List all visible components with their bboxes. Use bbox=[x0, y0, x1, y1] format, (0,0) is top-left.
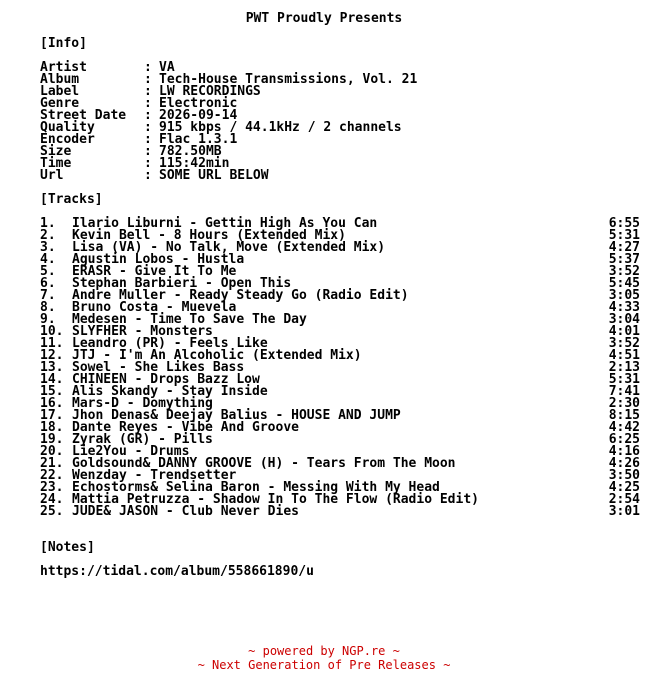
track-duration: 2:13 bbox=[608, 360, 640, 375]
track-number: 24. bbox=[40, 492, 64, 507]
info-value: Electronic bbox=[159, 96, 238, 111]
tracks-section-heading: [Tracks] bbox=[40, 192, 103, 207]
info-row-label bbox=[40, 84, 600, 99]
track-list bbox=[40, 216, 640, 519]
info-separator: : bbox=[144, 96, 152, 111]
track-title: Lie2You - Drums bbox=[72, 444, 190, 459]
info-row-size bbox=[40, 144, 600, 159]
info-value: 782.50MB bbox=[159, 144, 222, 159]
track-title: Goldsound& DANNY GROOVE (H) - Tears From The Moon bbox=[72, 456, 456, 471]
track-row bbox=[40, 504, 640, 519]
track-number: 8. bbox=[40, 300, 56, 315]
info-key: Quality bbox=[40, 120, 95, 135]
info-separator: : bbox=[144, 108, 152, 123]
info-row-encoder bbox=[40, 132, 600, 147]
track-duration: 3:05 bbox=[608, 288, 640, 303]
info-key: Size bbox=[40, 144, 72, 159]
track-row bbox=[40, 288, 640, 303]
track-duration: 4:01 bbox=[608, 324, 640, 339]
track-row bbox=[40, 336, 640, 351]
track-row bbox=[40, 240, 640, 255]
info-separator: : bbox=[144, 60, 152, 75]
track-title: Sowel - She Likes Bass bbox=[72, 360, 245, 375]
track-row bbox=[40, 384, 640, 399]
track-duration: 4:42 bbox=[608, 420, 640, 435]
track-title: Bruno Costa - Muevela bbox=[72, 300, 237, 315]
footer-tagline: ~ Next Generation of Pre Releases ~ bbox=[197, 658, 451, 672]
track-number: 16. bbox=[40, 396, 64, 411]
info-value: 2026-09-14 bbox=[159, 108, 238, 123]
info-separator: : bbox=[144, 144, 152, 159]
track-duration: 6:25 bbox=[608, 432, 640, 447]
track-number: 1. bbox=[40, 216, 56, 231]
track-number: 14. bbox=[40, 372, 64, 387]
info-separator: : bbox=[144, 168, 152, 183]
track-title: Mars-D - Domything bbox=[72, 396, 213, 411]
track-row bbox=[40, 444, 640, 459]
info-row-genre bbox=[40, 96, 600, 111]
track-row bbox=[40, 252, 640, 267]
track-title: Medesen - Time To Save The Day bbox=[72, 312, 307, 327]
track-duration: 2:30 bbox=[608, 396, 640, 411]
info-value: SOME URL BELOW bbox=[159, 168, 269, 183]
track-row bbox=[40, 228, 640, 243]
track-title: Echostorms& Selina Baron - Messing With My Head bbox=[72, 480, 440, 495]
info-row-street-date bbox=[40, 108, 600, 123]
track-number: 19. bbox=[40, 432, 64, 447]
track-duration: 5:31 bbox=[608, 228, 640, 243]
track-number: 9. bbox=[40, 312, 56, 327]
track-number: 7. bbox=[40, 288, 56, 303]
track-title: Alis Skandy - Stay Inside bbox=[72, 384, 268, 399]
track-title: Leandro (PR) - Feels Like bbox=[72, 336, 268, 351]
info-separator: : bbox=[144, 84, 152, 99]
track-row bbox=[40, 276, 640, 291]
track-number: 11. bbox=[40, 336, 64, 351]
track-title: Mattia Petruzza - Shadow In To The Flow (Radio Edit) bbox=[72, 492, 479, 507]
info-key: Url bbox=[40, 168, 64, 183]
track-number: 22. bbox=[40, 468, 64, 483]
track-title: CHINEEN - Drops Bazz Low bbox=[72, 372, 260, 387]
track-title: Stephan Barbieri - Open This bbox=[72, 276, 292, 291]
track-duration: 3:50 bbox=[608, 468, 640, 483]
track-number: 12. bbox=[40, 348, 64, 363]
notes-url: https://tidal.com/album/558661890/u bbox=[40, 564, 314, 579]
track-duration: 4:25 bbox=[608, 480, 640, 495]
info-separator: : bbox=[144, 72, 152, 87]
track-title: Agustin Lobos - Hustla bbox=[72, 252, 245, 267]
footer-powered-by: ~ powered by NGP.re ~ bbox=[248, 644, 400, 658]
track-duration: 4:51 bbox=[608, 348, 640, 363]
track-duration: 4:16 bbox=[608, 444, 640, 459]
track-duration: 4:26 bbox=[608, 456, 640, 471]
track-row bbox=[40, 480, 640, 495]
info-value: Flac 1.3.1 bbox=[159, 132, 238, 147]
track-title: Ilario Liburni - Gettin High As You Can bbox=[72, 216, 378, 231]
track-number: 21. bbox=[40, 456, 64, 471]
info-row-album bbox=[40, 72, 600, 87]
info-key: Encoder bbox=[40, 132, 95, 147]
track-title: Wenzday - Trendsetter bbox=[72, 468, 237, 483]
track-duration: 5:37 bbox=[608, 252, 640, 267]
track-number: 17. bbox=[40, 408, 64, 423]
track-number: 20. bbox=[40, 444, 64, 459]
info-value: 115:42min bbox=[159, 156, 230, 171]
track-number: 18. bbox=[40, 420, 64, 435]
track-row bbox=[40, 396, 640, 411]
track-number: 6. bbox=[40, 276, 56, 291]
track-row bbox=[40, 492, 640, 507]
track-number: 5. bbox=[40, 264, 56, 279]
track-title: Kevin Bell - 8 Hours (Extended Mix) bbox=[72, 228, 346, 243]
track-row bbox=[40, 456, 640, 471]
track-number: 25. bbox=[40, 504, 64, 519]
info-separator: : bbox=[144, 120, 152, 135]
track-duration: 3:01 bbox=[608, 504, 640, 519]
track-row bbox=[40, 264, 640, 279]
info-row-quality bbox=[40, 120, 600, 135]
track-number: 13. bbox=[40, 360, 64, 375]
track-duration: 5:45 bbox=[608, 276, 640, 291]
info-row-artist bbox=[40, 60, 600, 75]
track-duration: 3:52 bbox=[608, 264, 640, 279]
track-number: 3. bbox=[40, 240, 56, 255]
info-value: 915 kbps / 44.1kHz / 2 channels bbox=[159, 120, 402, 135]
track-row bbox=[40, 216, 640, 231]
info-row-time bbox=[40, 156, 600, 171]
track-row bbox=[40, 324, 640, 339]
track-duration: 4:27 bbox=[608, 240, 640, 255]
track-row bbox=[40, 312, 640, 327]
track-title: Jhon Denas& Deejay Balius - HOUSE AND JUMP bbox=[72, 408, 401, 423]
info-key: Album bbox=[40, 72, 80, 87]
track-duration: 8:15 bbox=[608, 408, 640, 423]
info-key: Time bbox=[40, 156, 72, 171]
track-duration: 2:54 bbox=[608, 492, 640, 507]
info-list bbox=[40, 60, 600, 183]
track-title: SLYFHER - Monsters bbox=[72, 324, 213, 339]
track-title: Andre Muller - Ready Steady Go (Radio Edit) bbox=[72, 288, 409, 303]
track-title: JUDE& JASON - Club Never Dies bbox=[72, 504, 299, 519]
track-title: Dante Reyes - Vibe And Groove bbox=[72, 420, 299, 435]
page-title: PWT Proudly Presents bbox=[245, 11, 403, 26]
info-key: Artist bbox=[40, 60, 87, 75]
track-duration: 4:33 bbox=[608, 300, 640, 315]
info-value: Tech-House Transmissions, Vol. 21 bbox=[159, 72, 418, 87]
track-number: 2. bbox=[40, 228, 56, 243]
notes-section-heading: [Notes] bbox=[40, 540, 95, 555]
info-separator: : bbox=[144, 132, 152, 147]
track-row bbox=[40, 300, 640, 315]
track-duration: 7:41 bbox=[608, 384, 640, 399]
track-row bbox=[40, 372, 640, 387]
track-row bbox=[40, 360, 640, 375]
track-row bbox=[40, 348, 640, 363]
track-duration: 3:04 bbox=[608, 312, 640, 327]
track-title: ERASR - Give It To Me bbox=[72, 264, 237, 279]
track-row bbox=[40, 420, 640, 435]
track-title: Zyrak (GR) - Pills bbox=[72, 432, 213, 447]
track-number: 23. bbox=[40, 480, 64, 495]
track-number: 10. bbox=[40, 324, 64, 339]
track-number: 15. bbox=[40, 384, 64, 399]
track-number: 4. bbox=[40, 252, 56, 267]
track-duration: 3:52 bbox=[608, 336, 640, 351]
track-title: JTJ - I'm An Alcoholic (Extended Mix) bbox=[72, 348, 362, 363]
track-title: Lisa (VA) - No Talk, Move (Extended Mix) bbox=[72, 240, 386, 255]
track-row bbox=[40, 408, 640, 423]
track-row bbox=[40, 468, 640, 483]
info-key: Genre bbox=[40, 96, 80, 111]
info-row-url bbox=[40, 168, 600, 183]
track-duration: 6:55 bbox=[608, 216, 640, 231]
info-key: Label bbox=[40, 84, 80, 99]
info-key: Street Date bbox=[40, 108, 127, 123]
info-value: LW RECORDINGS bbox=[159, 84, 261, 99]
info-section-heading: [Info] bbox=[40, 36, 87, 51]
track-row bbox=[40, 432, 640, 447]
info-separator: : bbox=[144, 156, 152, 171]
track-duration: 5:31 bbox=[608, 372, 640, 387]
info-value: VA bbox=[159, 60, 175, 75]
